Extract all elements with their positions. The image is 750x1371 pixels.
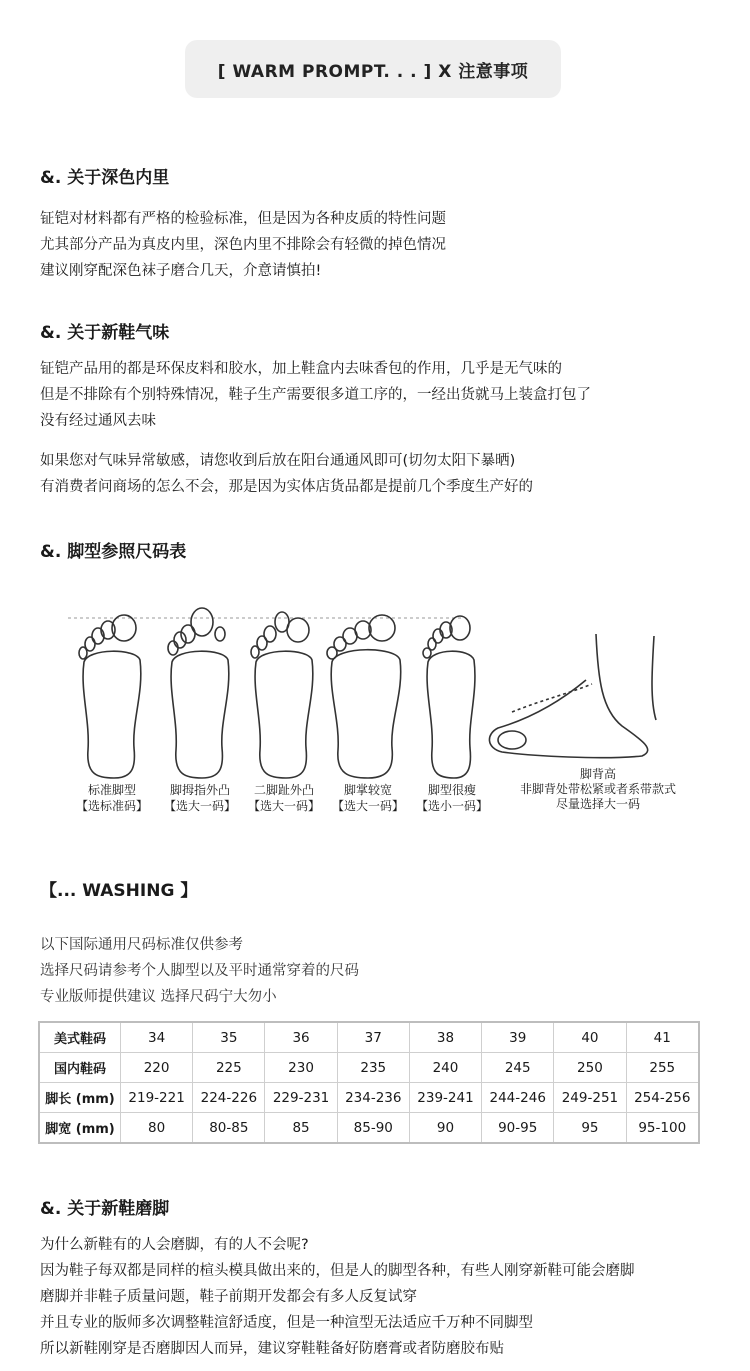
foot-label-name: 二脚趾外凸	[253, 783, 315, 797]
table-cell: 85	[265, 1113, 337, 1144]
table-cell: 239-241	[409, 1083, 481, 1113]
table-cell: 219-221	[121, 1083, 193, 1113]
table-cell: 95	[554, 1113, 626, 1144]
table-row	[39, 1022, 699, 1053]
section-title-washing: 【... WASHING 】	[40, 881, 198, 901]
foot-type-diagram	[62, 600, 682, 820]
text-line: 钲铠对材料都有严格的检验标准，但是因为各种皮质的特性问题	[40, 211, 446, 227]
section-title-new-shoe-smell: &. 关于新鞋气味	[40, 323, 170, 343]
table-cell: 254-256	[626, 1083, 699, 1113]
size-note-text	[40, 932, 359, 1010]
table-cell: 40	[554, 1022, 626, 1053]
foot-label-advice: 【选大一码】	[331, 799, 405, 813]
table-cell: 245	[482, 1053, 554, 1083]
foot-second-toe-out-icon	[251, 612, 313, 778]
dark-lining-text	[40, 206, 446, 284]
table-cell: 36	[265, 1022, 337, 1053]
section-title-new-shoe-chafing: &. 关于新鞋磨脚	[40, 1199, 170, 1219]
text-line: 以下国际通用尺码标准仅供参考	[40, 937, 243, 953]
row-header: 脚长 (mm)	[39, 1083, 121, 1113]
table-cell: 80-85	[193, 1113, 265, 1144]
table-cell: 85-90	[337, 1113, 409, 1144]
foot-big-toe-out-icon	[168, 608, 229, 778]
side-label-name: 脚背高	[579, 767, 617, 781]
foot-label-advice: 【选小一码】	[415, 799, 489, 813]
foot-illustrations	[62, 600, 682, 820]
table-cell: 37	[337, 1022, 409, 1053]
section-title-dark-lining: &. 关于深色内里	[40, 168, 170, 188]
table-row	[39, 1113, 699, 1144]
table-cell: 90-95	[482, 1113, 554, 1144]
foot-label-name: 脚拇指外凸	[169, 783, 231, 797]
text-line: 建议刚穿配深色袜子磨合几天，介意请慎拍!	[40, 263, 322, 279]
foot-label-advice: 【选大一码】	[163, 799, 237, 813]
text-line: 为什么新鞋有的人会磨脚，有的人不会呢?	[40, 1237, 309, 1253]
table-cell: 90	[409, 1113, 481, 1144]
row-header: 国内鞋码	[39, 1053, 121, 1083]
side-label-line1: 非脚背处带松紧或者系带款式	[519, 782, 677, 796]
foot-label-advice: 【选标准码】	[75, 799, 149, 813]
table-cell: 41	[626, 1022, 699, 1053]
table-row	[39, 1053, 699, 1083]
text-line: 所以新鞋刚穿是否磨脚因人而异，建议穿鞋鞋备好防磨膏或者防磨胶布贴	[40, 1341, 504, 1357]
size-table	[38, 1021, 700, 1144]
smell-text	[40, 356, 591, 434]
text-line: 因为鞋子每双都是同样的楦头模具做出来的，但是人的脚型各种，有些人刚穿新鞋可能会磨脚	[40, 1263, 635, 1279]
table-cell: 225	[193, 1053, 265, 1083]
table-cell: 224-226	[193, 1083, 265, 1113]
table-cell: 255	[626, 1053, 699, 1083]
table-cell: 234-236	[337, 1083, 409, 1113]
table-cell: 230	[265, 1053, 337, 1083]
text-line: 尤其部分产品为真皮内里，深色内里不排除会有轻微的掉色情况	[40, 237, 446, 253]
table-cell: 38	[409, 1022, 481, 1053]
table-cell: 235	[337, 1053, 409, 1083]
table-cell: 229-231	[265, 1083, 337, 1113]
row-header: 美式鞋码	[39, 1022, 121, 1053]
table-cell: 34	[121, 1022, 193, 1053]
warm-prompt-banner	[185, 40, 561, 98]
table-cell: 39	[482, 1022, 554, 1053]
table-row	[39, 1083, 699, 1113]
foot-narrow-icon	[423, 616, 475, 778]
table-cell: 35	[193, 1022, 265, 1053]
text-line: 但是不排除有个别特殊情况，鞋子生产需要很多道工序的，一经出货就马上装盒打包了	[40, 387, 591, 403]
table-cell: 80	[121, 1113, 193, 1144]
text-line: 钲铠产品用的都是环保皮料和胶水，加上鞋盒内去味香包的作用，几乎是无气味的	[40, 361, 562, 377]
foot-label-name: 标准脚型	[87, 783, 137, 797]
table-cell: 220	[121, 1053, 193, 1083]
table-cell: 95-100	[626, 1113, 699, 1144]
text-line: 有消费者问商场的怎么不会，那是因为实体店货品都是提前几个季度生产好的	[40, 479, 533, 495]
text-line: 磨脚并非鞋子质量问题，鞋子前期开发都会有多人反复试穿	[40, 1289, 417, 1305]
chafing-text	[40, 1232, 635, 1362]
foot-wide-icon	[327, 615, 401, 778]
banner-text: [ WARM PROMPT. . . ] X 注意事项	[217, 61, 529, 82]
text-line: 如果您对气味异常敏感，请您收到后放在阳台通通风即可(切勿太阳下暴晒)	[40, 453, 516, 469]
text-line: 没有经过通风去味	[40, 413, 156, 429]
text-line: 选择尺码请参考个人脚型以及平时通常穿着的尺码	[40, 963, 359, 979]
row-header: 脚宽 (mm)	[39, 1113, 121, 1144]
foot-label-name: 脚掌较宽	[343, 783, 393, 797]
smell-text-2	[40, 448, 533, 500]
side-label-line2: 尽量选择大一码	[555, 797, 641, 811]
table-cell: 240	[409, 1053, 481, 1083]
foot-label-name: 脚型很瘦	[427, 783, 477, 797]
text-line: 专业版师提供建议 选择尺码宁大勿小	[40, 989, 277, 1005]
table-cell: 249-251	[554, 1083, 626, 1113]
table-cell: 250	[554, 1053, 626, 1083]
foot-label-advice: 【选大一码】	[247, 799, 321, 813]
table-cell: 244-246	[482, 1083, 554, 1113]
foot-high-instep-icon	[489, 634, 656, 758]
text-line: 并且专业的版师多次调整鞋渲舒适度，但是一种渲型无法适应千万种不同脚型	[40, 1315, 533, 1331]
section-title-foot-size-chart: &. 脚型参照尺码表	[40, 542, 187, 562]
foot-standard-icon	[79, 615, 141, 778]
